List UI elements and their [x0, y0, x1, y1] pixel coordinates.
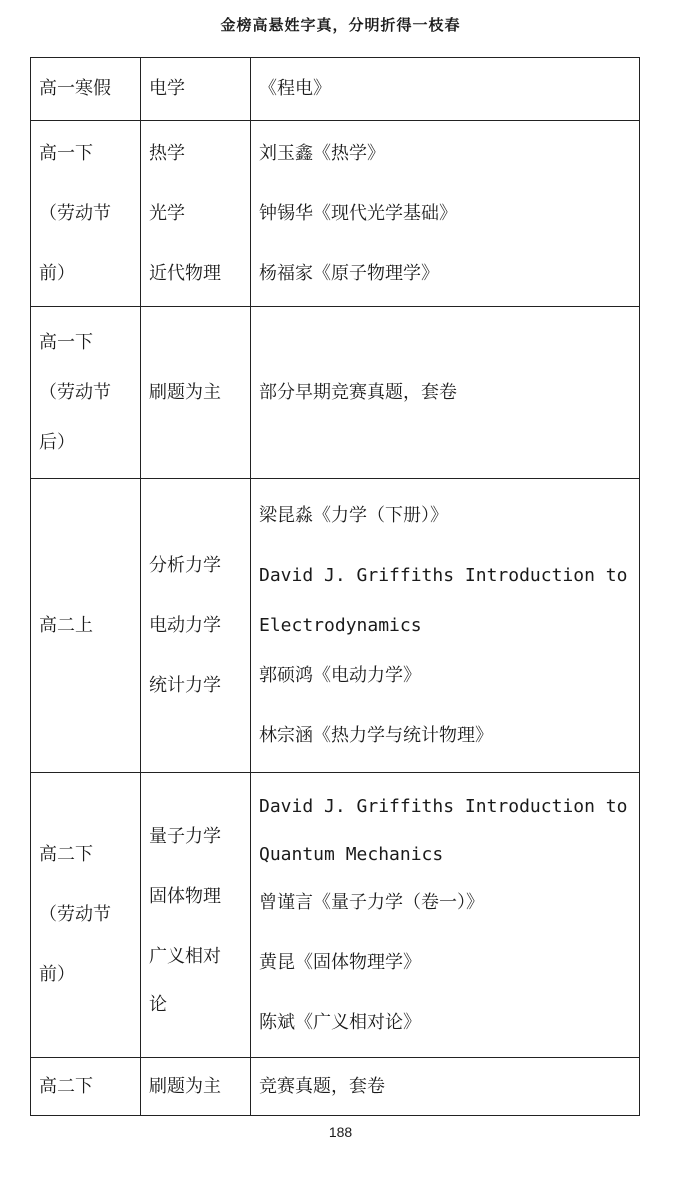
period-cell — [31, 58, 141, 121]
book-cell — [251, 58, 640, 121]
page-number: 188 — [328, 1124, 353, 1140]
subject-line: 量子力学 — [149, 826, 221, 847]
book-line: 梁昆淼《力学（下册）》 — [259, 504, 448, 526]
period-line: （劳动节 — [39, 202, 111, 224]
book-cell — [251, 773, 640, 1058]
book-line: 竞赛真题，套卷 — [259, 1075, 385, 1097]
table-row — [31, 479, 640, 773]
table-row — [31, 307, 640, 479]
book-cell — [251, 479, 640, 773]
subject-line: 论 — [149, 994, 167, 1015]
subject-cell — [141, 479, 251, 773]
subject-line: 广义相对 — [149, 946, 221, 967]
table-row — [31, 58, 640, 121]
book-line: 杨福家《原子物理学》 — [259, 262, 439, 284]
period-cell — [31, 773, 141, 1058]
subject-line: 近代物理 — [149, 262, 221, 284]
period-cell — [31, 121, 141, 307]
book-line: 钟锡华《现代光学基础》 — [259, 202, 457, 224]
subject-line: 刷题为主 — [149, 381, 221, 403]
book-line: 刘玉鑫《热学》 — [259, 142, 385, 164]
period-line: 后） — [39, 431, 75, 453]
period-line: （劳动节 — [39, 904, 111, 925]
subject-line: 热学 — [149, 142, 185, 164]
book-line: 郭硕鸿《电动力学》 — [259, 664, 421, 686]
book-cell — [251, 121, 640, 307]
period-line: 前） — [39, 262, 75, 284]
book-line: 林宗涵《热力学与统计物理》 — [259, 724, 493, 746]
period-cell — [31, 1058, 141, 1116]
book-line: David J. Griffiths Introduction to — [259, 564, 628, 586]
subject-cell — [141, 773, 251, 1058]
subject-line: 刷题为主 — [149, 1075, 221, 1097]
book-line: 《程电》 — [259, 78, 331, 99]
book-cell — [251, 307, 640, 479]
subject-line: 固体物理 — [149, 886, 221, 907]
subject-line: 分析力学 — [149, 554, 221, 576]
book-line: David J. Griffiths Introduction to — [259, 796, 628, 817]
book-line: 曾谨言《量子力学（卷一）》 — [259, 892, 484, 913]
period-line: 高一下 — [39, 142, 93, 164]
book-line: Quantum Mechanics — [259, 844, 444, 865]
period-cell — [31, 307, 141, 479]
period-line: 前） — [39, 964, 75, 985]
study-plan-table — [30, 57, 640, 1116]
period-line: 高二上 — [39, 614, 93, 636]
book-line: 黄昆《固体物理学》 — [259, 952, 421, 973]
period-line: （劳动节 — [39, 381, 111, 403]
subject-line: 电学 — [149, 78, 185, 99]
page-header: 金榜高悬姓字真，分明折得一枝春 — [220, 16, 461, 34]
table-row — [31, 121, 640, 307]
book-line: 陈斌《广义相对论》 — [259, 1012, 421, 1033]
table-row — [31, 1058, 640, 1116]
period-line: 高一寒假 — [39, 78, 111, 99]
book-cell — [251, 1058, 640, 1116]
table-row — [31, 773, 640, 1058]
book-line: 部分早期竞赛真题，套卷 — [259, 381, 457, 403]
subject-cell — [141, 58, 251, 121]
subject-cell — [141, 121, 251, 307]
subject-line: 统计力学 — [149, 674, 221, 696]
period-cell — [31, 479, 141, 773]
subject-line: 电动力学 — [149, 614, 221, 636]
subject-cell — [141, 307, 251, 479]
period-line: 高二下 — [39, 1075, 93, 1097]
period-line: 高一下 — [39, 331, 93, 353]
subject-cell — [141, 1058, 251, 1116]
period-line: 高二下 — [39, 844, 93, 865]
subject-line: 光学 — [149, 202, 185, 224]
book-line: Electrodynamics — [259, 614, 422, 636]
